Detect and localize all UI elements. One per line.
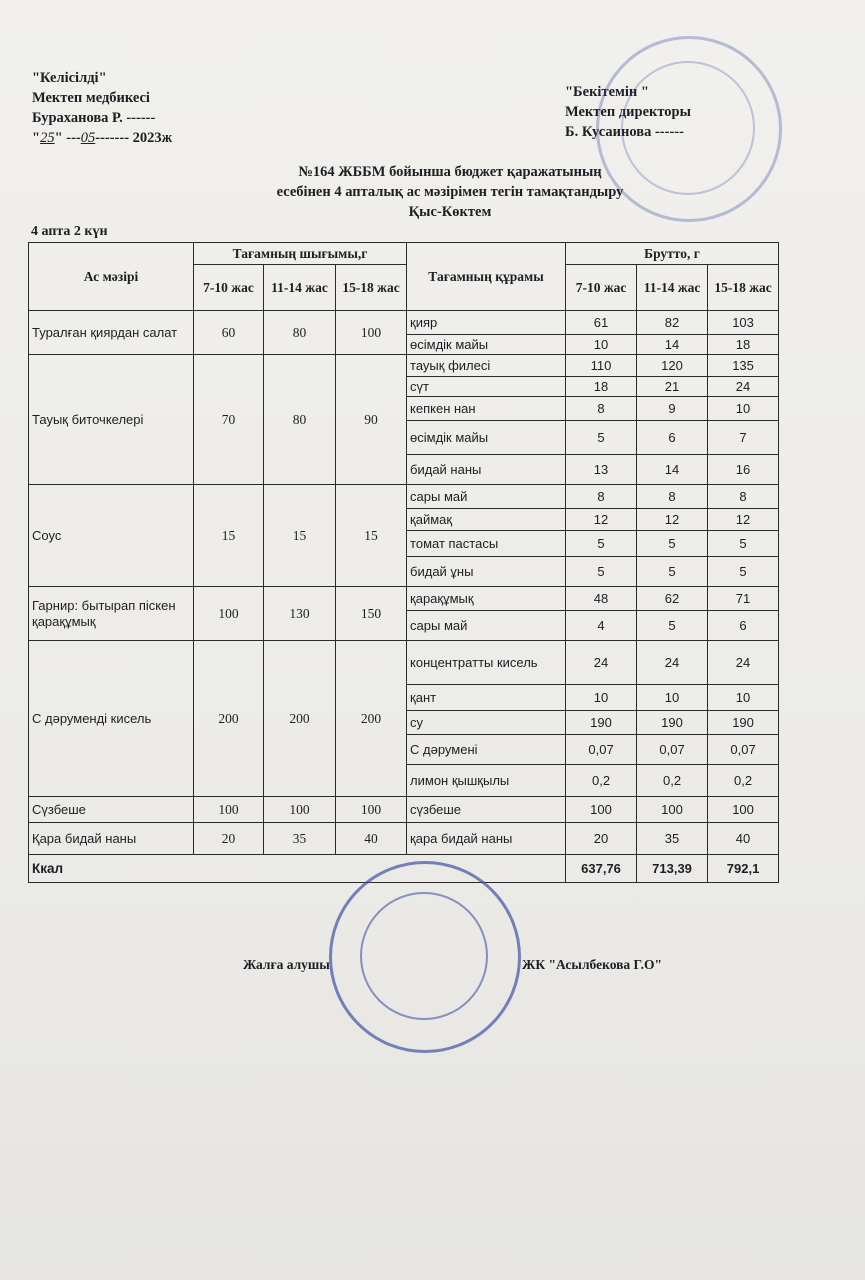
dish-output-value: 100 — [336, 311, 407, 355]
dish-name: Туралған қиярдан салат — [29, 311, 194, 355]
document-title — [150, 162, 750, 222]
ingredient-brutto-value: 8 — [708, 485, 779, 509]
ingredient-brutto-value: 103 — [708, 311, 779, 335]
col-output-header: Тағамның шығымы,г — [194, 243, 407, 265]
dish-output-value: 80 — [264, 355, 336, 485]
ingredient-name: сүзбеше — [407, 797, 566, 823]
ingredient-brutto-value: 6 — [637, 421, 708, 455]
ingredient-brutto-value: 5 — [566, 557, 637, 587]
dish-output-value: 35 — [264, 823, 336, 855]
director-title: Мектеп директоры — [565, 104, 691, 120]
kcal-value: 713,39 — [637, 855, 708, 883]
director-name: Б. Кусаинова ------ — [565, 124, 684, 140]
brutto-age-15-18: 15-18 жас — [708, 265, 779, 311]
ingredient-name: өсімдік майы — [407, 335, 566, 355]
ingredient-brutto-value: 12 — [637, 509, 708, 531]
ingredient-brutto-value: 100 — [566, 797, 637, 823]
output-age-15-18: 15-18 жас — [336, 265, 407, 311]
dish-output-value: 100 — [264, 797, 336, 823]
dish-name: Қара бидай наны — [29, 823, 194, 855]
ingredient-brutto-value: 7 — [708, 421, 779, 455]
ingredient-brutto-value: 5 — [637, 557, 708, 587]
ingredient-brutto-value: 190 — [708, 711, 779, 735]
ingredient-brutto-value: 18 — [708, 335, 779, 355]
ingredient-brutto-value: 0,07 — [637, 735, 708, 765]
dish-output-value: 20 — [194, 823, 264, 855]
brutto-age-11-14: 11-14 жас — [637, 265, 708, 311]
ingredient-brutto-value: 40 — [708, 823, 779, 855]
dish-name: Соус — [29, 485, 194, 587]
dish-name: С дәруменді кисель — [29, 641, 194, 797]
kcal-value: 637,76 — [566, 855, 637, 883]
dish-output-value: 15 — [264, 485, 336, 587]
approve-label: "Бекітемін " — [565, 84, 649, 100]
ingredient-name: томат пастасы — [407, 531, 566, 557]
ingredient-brutto-value: 190 — [637, 711, 708, 735]
ingredient-name: қант — [407, 685, 566, 711]
ingredient-brutto-value: 100 — [637, 797, 708, 823]
ingredient-brutto-value: 5 — [708, 557, 779, 587]
output-age-11-14: 11-14 жас — [264, 265, 336, 311]
ingredient-brutto-value: 71 — [708, 587, 779, 611]
ingredient-brutto-value: 35 — [637, 823, 708, 855]
ingredient-brutto-value: 10 — [708, 685, 779, 711]
ingredient-name: бидай наны — [407, 455, 566, 485]
approval-left-block — [32, 68, 172, 148]
table-row — [29, 355, 779, 377]
ingredient-brutto-value: 62 — [637, 587, 708, 611]
ingredient-name: бидай ұны — [407, 557, 566, 587]
ingredient-brutto-value: 100 — [708, 797, 779, 823]
ingredient-brutto-value: 10 — [708, 397, 779, 421]
ingredient-brutto-value: 24 — [708, 377, 779, 397]
ingredient-brutto-value: 5 — [566, 531, 637, 557]
ingredient-brutto-value: 5 — [566, 421, 637, 455]
col-brutto-header: Брутто, г — [566, 243, 779, 265]
ingredient-brutto-value: 12 — [708, 509, 779, 531]
dish-output-value: 15 — [336, 485, 407, 587]
ingredient-brutto-value: 82 — [637, 311, 708, 335]
ingredient-brutto-value: 8 — [566, 485, 637, 509]
ingredient-name: өсімдік майы — [407, 421, 566, 455]
ingredient-brutto-value: 10 — [637, 685, 708, 711]
week-day-label: 4 апта 2 күн — [31, 224, 108, 239]
ingredient-brutto-value: 5 — [708, 531, 779, 557]
brutto-age-7-10: 7-10 жас — [566, 265, 637, 311]
ingredient-name: қара бидай наны — [407, 823, 566, 855]
dish-output-value: 200 — [194, 641, 264, 797]
table-row — [29, 797, 779, 823]
recipient-label: Жалға алушы — [243, 957, 330, 972]
dish-output-value: 150 — [336, 587, 407, 641]
table-row — [29, 311, 779, 335]
ingredient-brutto-value: 24 — [566, 641, 637, 685]
dish-output-value: 100 — [194, 797, 264, 823]
ingredient-brutto-value: 24 — [637, 641, 708, 685]
ingredient-brutto-value: 48 — [566, 587, 637, 611]
ingredient-name: су — [407, 711, 566, 735]
ingredient-brutto-value: 14 — [637, 335, 708, 355]
table-row — [29, 485, 779, 509]
dish-output-value: 200 — [336, 641, 407, 797]
ingredient-brutto-value: 5 — [637, 531, 708, 557]
kcal-value: 792,1 — [708, 855, 779, 883]
agreed-label: "Келісілді" — [32, 70, 107, 86]
title-season: Қыс-Көктем — [408, 204, 492, 220]
table-row — [29, 823, 779, 855]
ingredient-brutto-value: 24 — [708, 641, 779, 685]
output-age-7-10: 7-10 жас — [194, 265, 264, 311]
ingredient-name: қаймақ — [407, 509, 566, 531]
ingredient-brutto-value: 18 — [566, 377, 637, 397]
ingredient-brutto-value: 10 — [566, 685, 637, 711]
ingredient-name: қияр — [407, 311, 566, 335]
nurse-title: Мектеп медбикесі — [32, 90, 150, 106]
ingredient-brutto-value: 6 — [708, 611, 779, 641]
ingredient-brutto-value: 8 — [566, 397, 637, 421]
kcal-label: Ккал — [29, 855, 566, 883]
ingredient-brutto-value: 190 — [566, 711, 637, 735]
ingredient-name: сары май — [407, 611, 566, 641]
dish-output-value: 200 — [264, 641, 336, 797]
title-line-2: есебінен 4 апталық ас мәзірімен тегін тамақтандыру — [276, 184, 624, 200]
nurse-name: Бураханова Р. ------ — [32, 110, 156, 126]
ingredient-brutto-value: 135 — [708, 355, 779, 377]
ingredient-brutto-value: 0,07 — [708, 735, 779, 765]
ingredient-name: С дәрумені — [407, 735, 566, 765]
ingredient-brutto-value: 10 — [566, 335, 637, 355]
dish-output-value: 70 — [194, 355, 264, 485]
col-menu-header: Ас мәзірі — [29, 243, 194, 311]
ingredient-brutto-value: 8 — [637, 485, 708, 509]
menu-table — [28, 242, 779, 883]
title-line-1: №164 ЖББМ бойынша бюджет қаражатының — [298, 164, 602, 180]
ingredient-brutto-value: 12 — [566, 509, 637, 531]
ingredient-brutto-value: 20 — [566, 823, 637, 855]
ingredient-name: сары май — [407, 485, 566, 509]
dish-name: Сүзбеше — [29, 797, 194, 823]
dish-output-value: 15 — [194, 485, 264, 587]
ingredient-brutto-value: 0,07 — [566, 735, 637, 765]
approval-date: "25" ---05------- 2023ж — [32, 130, 173, 146]
ingredient-brutto-value: 110 — [566, 355, 637, 377]
dish-output-value: 40 — [336, 823, 407, 855]
ingredient-name: қарақұмық — [407, 587, 566, 611]
entrepreneur-seal — [329, 861, 521, 1053]
ingredient-name: концентратты кисель — [407, 641, 566, 685]
ingredient-name: тауық филесі — [407, 355, 566, 377]
dish-output-value: 80 — [264, 311, 336, 355]
ingredient-name: сүт — [407, 377, 566, 397]
ingredient-brutto-value: 21 — [637, 377, 708, 397]
table-row — [29, 587, 779, 611]
dish-name: Гарнир: бытырап піскен қарақұмық — [29, 587, 194, 641]
ingredient-name: лимон қышқылы — [407, 765, 566, 797]
ingredient-brutto-value: 5 — [637, 611, 708, 641]
ingredient-brutto-value: 120 — [637, 355, 708, 377]
table-row — [29, 641, 779, 685]
ingredient-brutto-value: 14 — [637, 455, 708, 485]
dish-output-value: 100 — [194, 587, 264, 641]
ingredient-brutto-value: 9 — [637, 397, 708, 421]
dish-name: Тауық биточкелері — [29, 355, 194, 485]
dish-output-value: 100 — [336, 797, 407, 823]
ingredient-brutto-value: 4 — [566, 611, 637, 641]
company-name: ЖК "Асылбекова Г.О" — [522, 957, 662, 972]
ingredient-brutto-value: 13 — [566, 455, 637, 485]
ingredient-brutto-value: 0,2 — [566, 765, 637, 797]
ingredient-brutto-value: 0,2 — [637, 765, 708, 797]
ingredient-brutto-value: 0,2 — [708, 765, 779, 797]
col-composition-header: Тағамның құрамы — [407, 243, 566, 311]
ingredient-brutto-value: 16 — [708, 455, 779, 485]
ingredient-brutto-value: 61 — [566, 311, 637, 335]
dish-output-value: 130 — [264, 587, 336, 641]
dish-output-value: 90 — [336, 355, 407, 485]
dish-output-value: 60 — [194, 311, 264, 355]
ingredient-name: кепкен нан — [407, 397, 566, 421]
